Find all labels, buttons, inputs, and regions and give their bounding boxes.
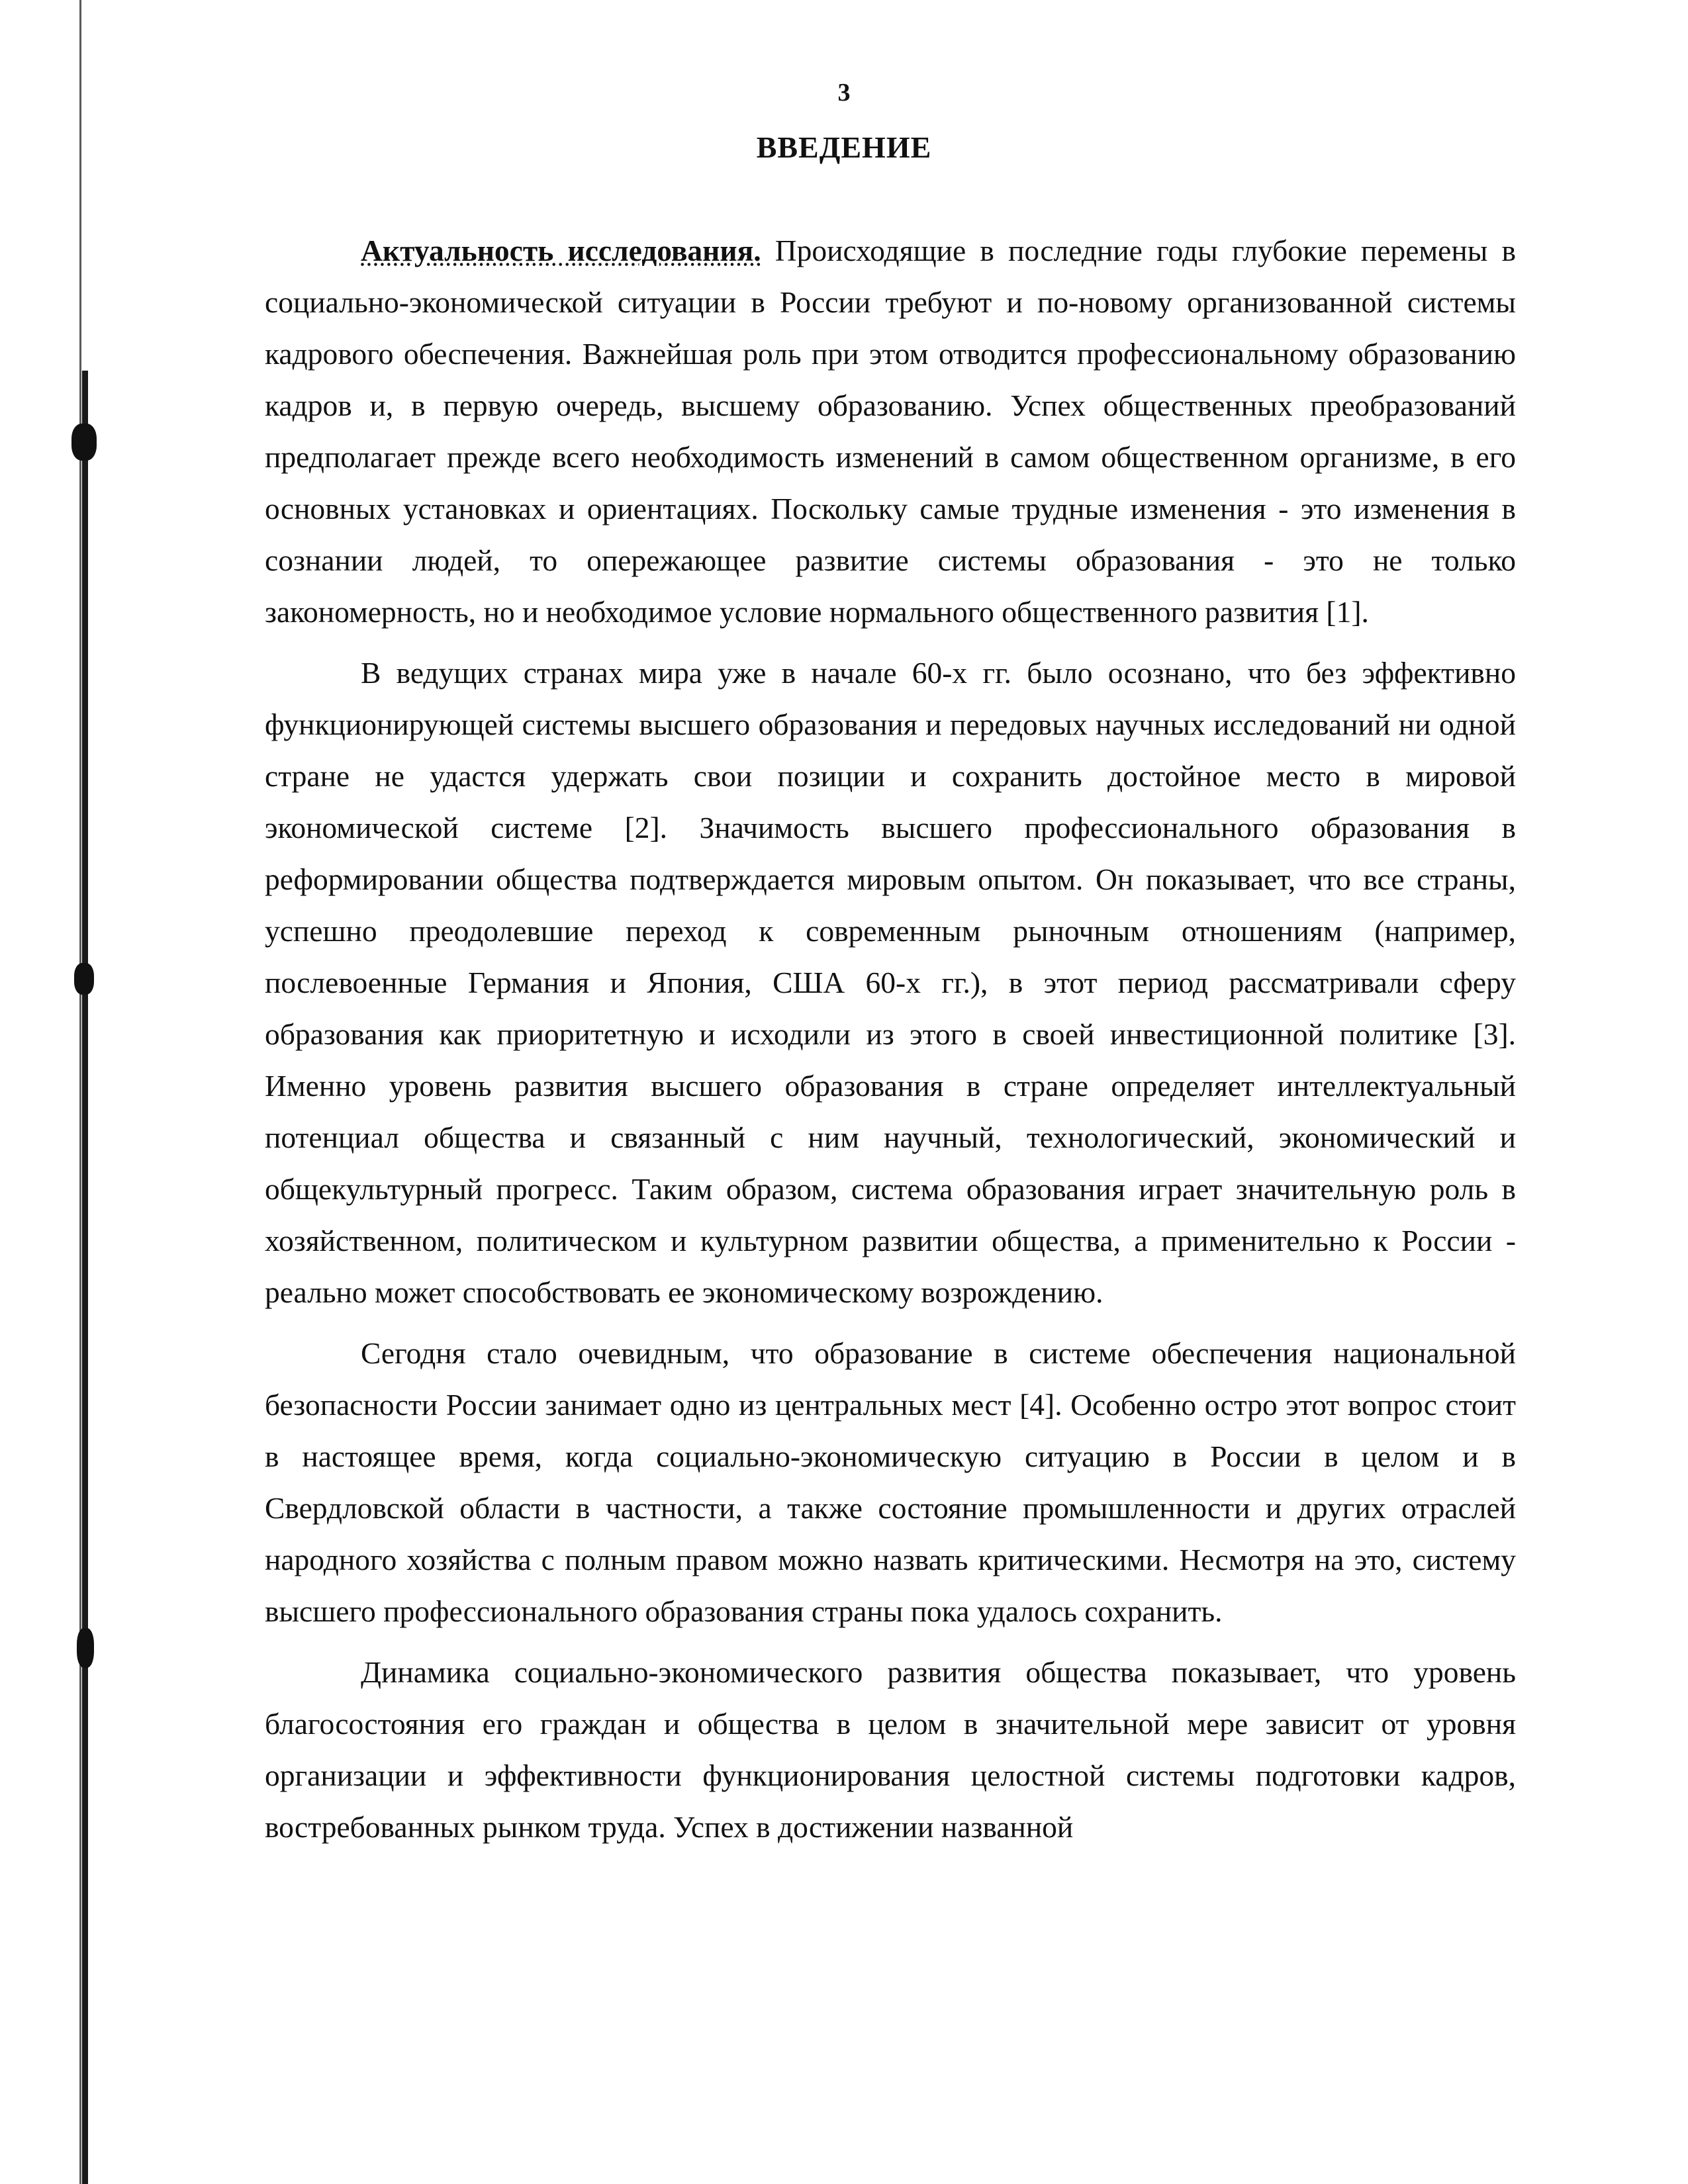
paragraph [265, 1328, 1516, 1637]
binding-thick-line [82, 371, 88, 2184]
paragraph-text: Происходящие в последние годы глубокие перемены в социально-экономической ситуации в России требуют и по-новому организованной системы кадрового обеспечения. Важнейшая роль при этом отводится профессиональному образованию кадров и, в первую очередь, высшему образованию. Успех общественных преобразований предполагает прежде всего необходимость изменений в самом общественном организме, в его основных установках и ориентациях. Поскольку самые трудные изменения - это изменения в сознании людей, то опережающее развитие системы образования - это не только закономерность, но и необходимое условие нормального общественного развития [1]. [265, 234, 1516, 629]
scan-binding-edge [71, 0, 91, 2184]
paragraph [265, 1647, 1516, 1853]
section-heading: ВВЕДЕНИЕ [756, 130, 932, 164]
paragraph-text: Сегодня стало очевидным, что образование в системе обеспечения национальной безопасности России занимает одно из центральных мест [4]. Особенно остро этот вопрос стоит в настоящее время, когда социально-экономическую ситуацию в России в целом и в Свердловской области в частности, а также состояние промышленности и других отраслей народного хозяйства с полным правом можно назвать критическими. Несмотря на это, систему высшего профессионального образования страны пока удалось сохранить. [265, 1336, 1516, 1628]
scan-smudge [74, 963, 94, 995]
paragraph [265, 647, 1516, 1318]
paragraph-text: В ведущих странах мира уже в начале 60-х гг. было осознано, что без эффективно функционирующей системы высшего образования и передовых научных исследований ни одной стране не удастся удержать свои позиции и сохранить достойное место в мировой экономической системе [2]. Значимость высшего профессионального образования в реформировании общества подтверждается мировым опытом. Он показывает, что все страны, успешно преодолевшие переход к современным рыночным отношениям (например, послевоенные Германия и Япония, США 60-х гг.), в этот период рассматривали сферу образования как приоритетную и исходили из этого в своей инвестиционной политике [3]. Именно уровень развития высшего образования в стране определяет интеллектуальный потенциал общества и связанный с ним научный, технологический, экономический и общекультурный прогресс. Таким образом, система образования играет значительную роль в хозяйственном, политическом и культурном развитии общества, а применительно к России - реально может способствовать ее экономическому возрождению. [265, 656, 1516, 1309]
paragraph [265, 225, 1516, 638]
body-text [265, 225, 1516, 1862]
binding-thin-line [79, 0, 81, 2184]
page-number: 3 [837, 79, 851, 107]
paragraph-text: Динамика социально-экономического развития общества показывает, что уровень благосостояния его граждан и общества в целом в значительной мере зависит от уровня организации и эффективности функционирования целостной системы подготовки кадров, востребованных рынком труда. Успех в достижении названной [265, 1655, 1516, 1844]
scan-smudge [77, 1628, 94, 1668]
paragraph-lead: Актуальность исследования. [361, 234, 761, 267]
scan-smudge [71, 424, 97, 461]
